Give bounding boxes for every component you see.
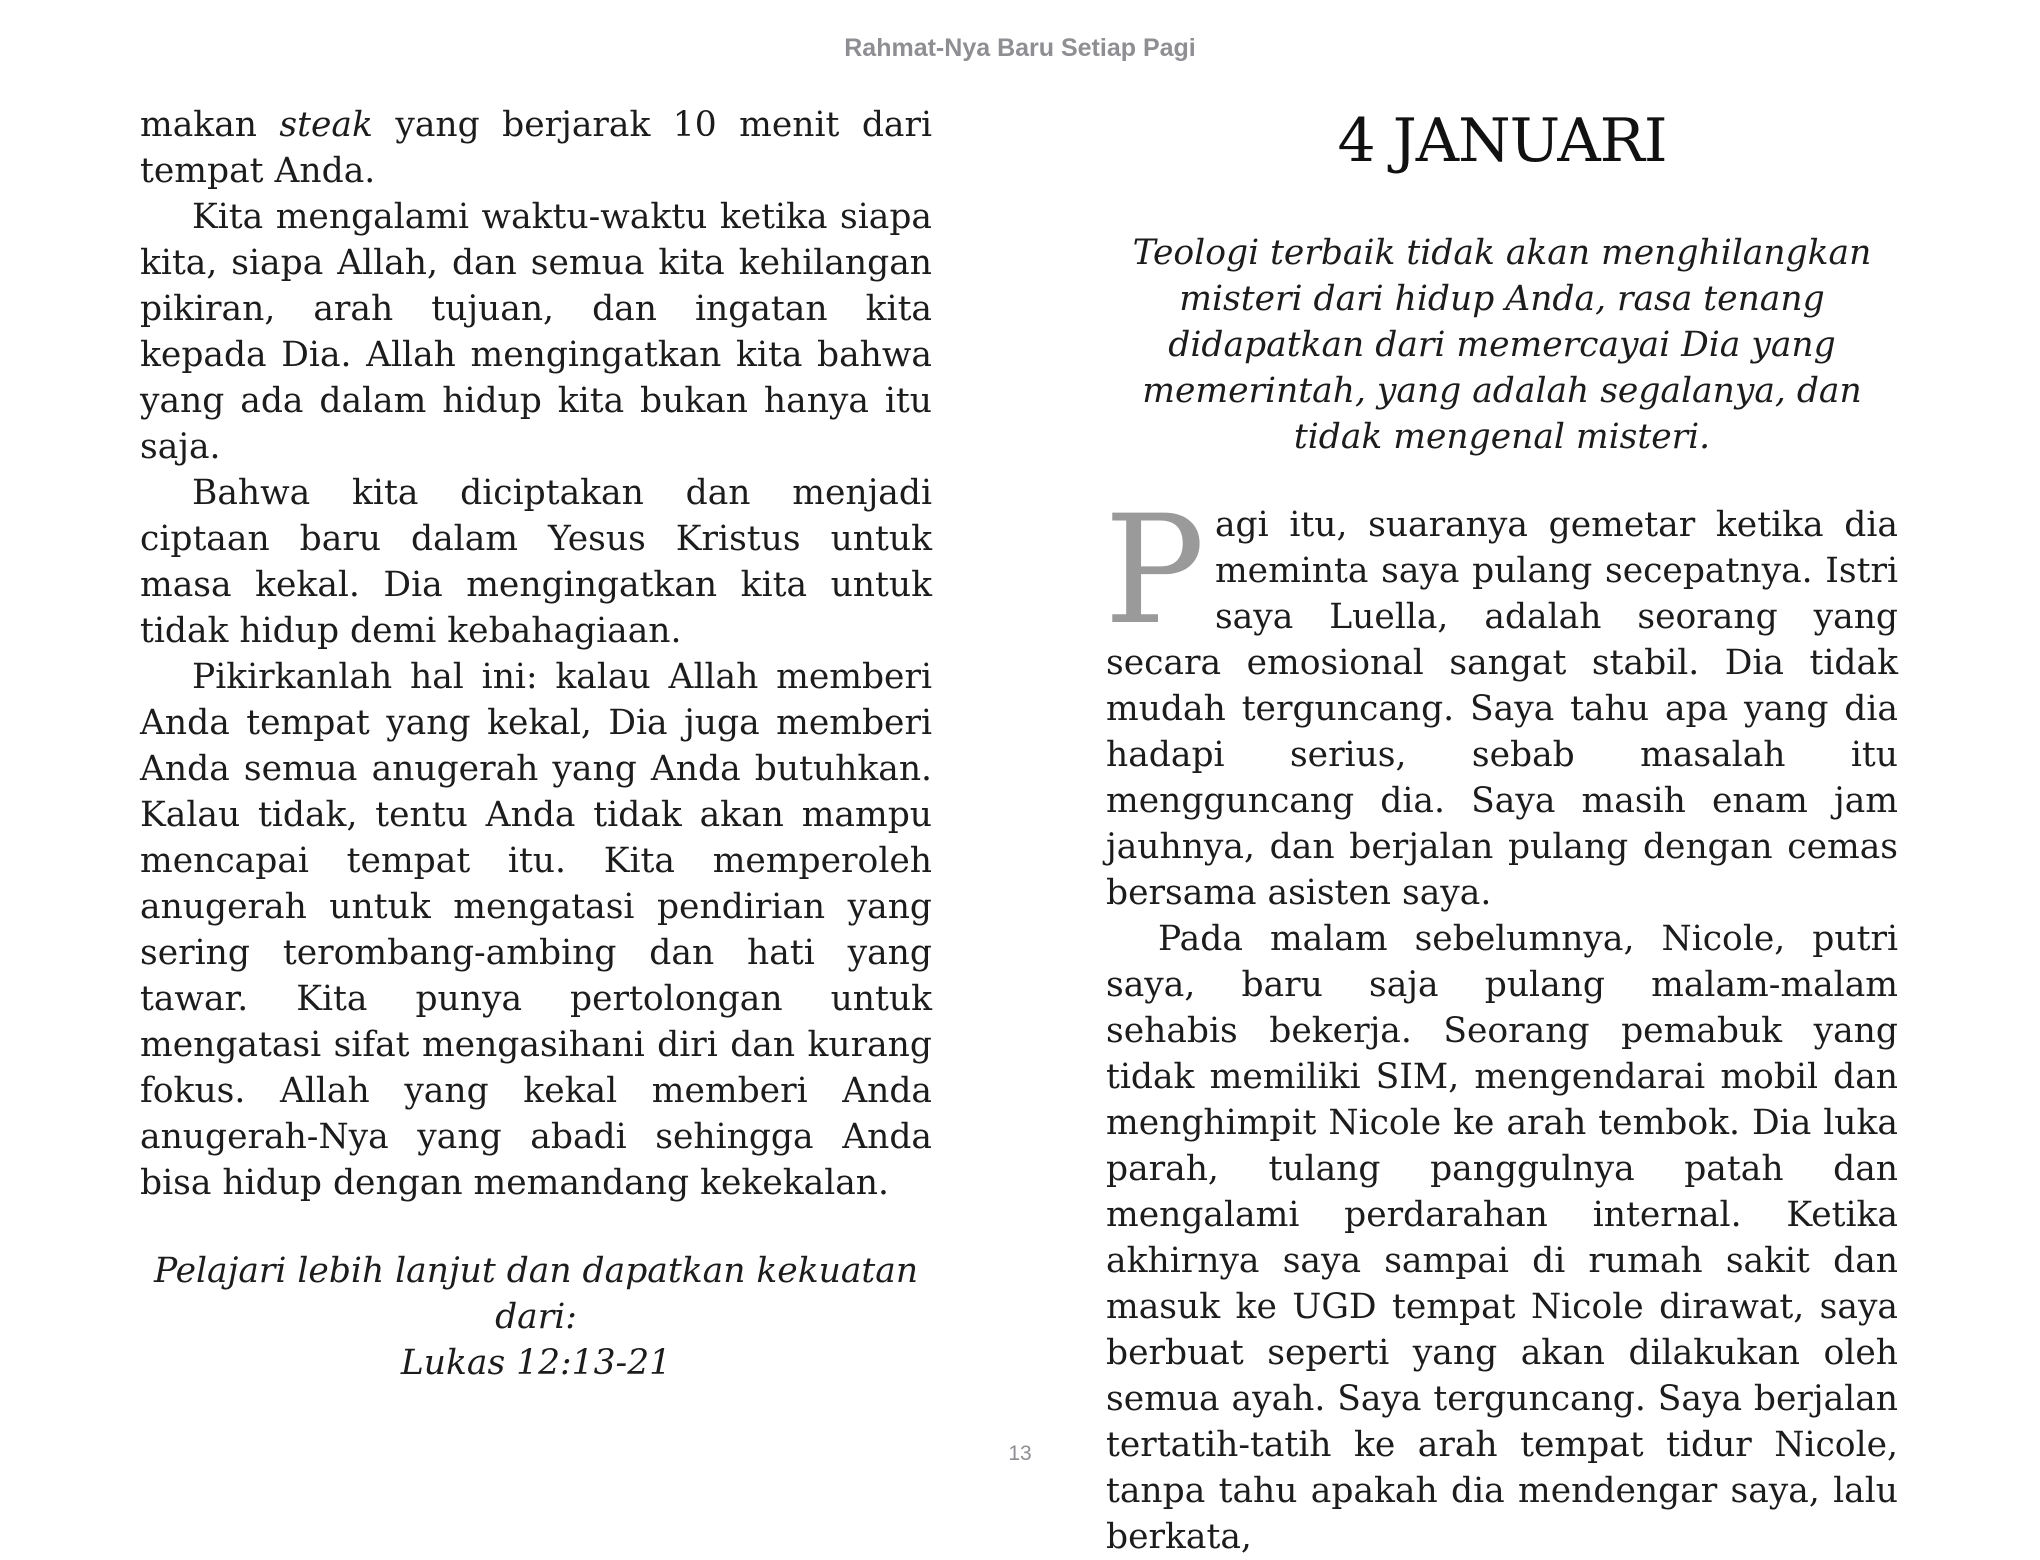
italic-word: steak bbox=[279, 105, 373, 145]
epigraph-quote: Teologi terbaik tidak akan menghilangkan misteri dari hidup Anda, rasa tenang didapatkan dari memercayai Dia yang memerintah, yang adalah segalanya, dan tidak mengenal misteri. bbox=[1132, 233, 1872, 457]
left-paragraph-4: Pikirkanlah hal ini: kalau Allah memberi Anda tempat yang kekal, Dia juga memberi Anda semua anugerah yang Anda butuhkan. Kalau tidak, tentu Anda tidak akan mampu mencapai tempat itu. Kita memperoleh anugerah untuk mengatasi pendirian yang sering terombang-ambing dan hati yang tawar. Kita punya pertolongan untuk mengatasi sifat mengasihani diri dan kurang fokus. Allah yang kekal memberi Anda anugerah-Nya yang abadi sehingga Anda bisa hidup dengan memandang kekekalan. bbox=[140, 657, 932, 1203]
left-page bbox=[140, 102, 932, 1386]
left-paragraph-2: Kita mengalami waktu-waktu ketika siapa kita, siapa Allah, dan semua kita kehilangan pikiran, arah tujuan, dan ingatan kita kepada Dia. Allah mengingatkan kita bahwa yang ada dalam hidup kita bukan hanya itu saja. bbox=[140, 197, 932, 467]
left-paragraph-1 bbox=[140, 102, 932, 194]
study-reference: Lukas 12:13-21 bbox=[400, 1343, 672, 1383]
right-paragraph-2: Pada malam sebelumnya, Nicole, putri saya, baru saja pulang malam-malam sehabis bekerja. Seorang pemabuk yang tidak memiliki SIM, mengendarai mobil dan menghimpit Nicole ke arah tembok. Dia luka parah, tulang panggulnya patah dan mengalami perdarahan internal. Ketika akhirnya saya sampai di rumah sakit dan masuk ke UGD tempat Nicole dirawat, saya berbuat seperti yang akan dilakukan oleh semua ayah. Saya terguncang. Saya berjalan tertatih-tatih ke arah tempat tidur Nicole, tanpa tahu apakah dia mendengar saya, lalu berkata, bbox=[1106, 919, 1898, 1557]
study-note bbox=[140, 1248, 932, 1386]
book-title: Rahmat-Nya Baru Setiap Pagi bbox=[844, 34, 1196, 62]
right-page bbox=[1106, 102, 1898, 1560]
left-paragraph-1-start: makan bbox=[140, 105, 280, 145]
date-heading: 4 JANUARI bbox=[1337, 106, 1667, 176]
right-paragraph-1-text: agi itu, suaranya gemetar ketika dia meminta saya pulang secepatnya. Istri saya Luella, adalah seorang yang secara emosional sangat stabil. Dia tidak mudah terguncang. Saya tahu apa yang dia hadapi serius, sebab masalah itu mengguncang dia. Saya masih enam jam jauhnya, dan berjalan pulang dengan cemas bersama asisten saya. bbox=[1106, 505, 1898, 913]
right-paragraph-1 bbox=[1104, 484, 1898, 916]
drop-cap: P bbox=[1104, 484, 1205, 658]
study-label: Pelajari lebih lanjut dan dapatkan kekuatan dari: bbox=[153, 1251, 919, 1337]
page-number: 13 bbox=[1008, 1442, 1032, 1465]
left-paragraph-3: Bahwa kita diciptakan dan menjadi ciptaan baru dalam Yesus Kristus untuk masa kekal. Dia mengingatkan kita untuk tidak hidup demi kebahagiaan. bbox=[140, 473, 932, 651]
left-paragraph-1-end: yang berjarak 10 menit dari tempat Anda. bbox=[140, 105, 932, 191]
